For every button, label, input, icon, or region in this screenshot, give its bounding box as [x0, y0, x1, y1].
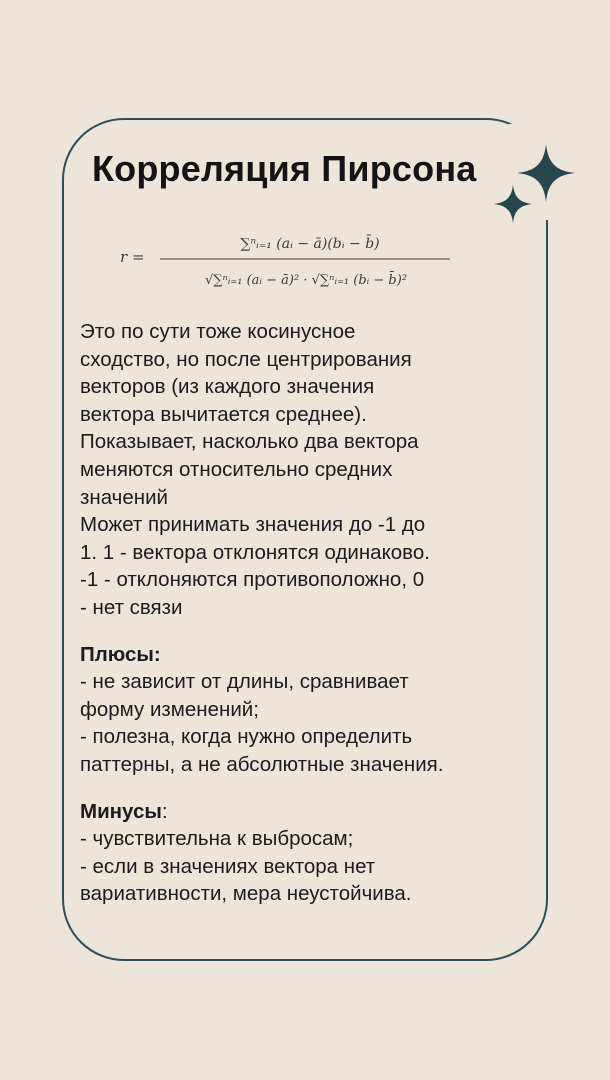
- formula-lhs: r =: [120, 248, 145, 266]
- sparkle-star-icon: [493, 184, 533, 224]
- description-line: значений: [80, 485, 168, 509]
- description-line: - нет связи: [80, 595, 183, 619]
- description-line: векторов (из каждого значения: [80, 375, 375, 399]
- page-title: Корреляция Пирсона: [92, 148, 477, 189]
- description-line: меняются относительно средних: [80, 457, 393, 481]
- formula-denominator: √∑ⁿᵢ₌₁ (aᵢ − ā)² · √∑ⁿᵢ₌₁ (bᵢ − b̄)²: [204, 273, 408, 288]
- description-line: Показывает, насколько два вектора: [80, 430, 419, 454]
- pros-heading: Плюсы:: [80, 642, 161, 666]
- cons-line: - если в значениях вектора нет: [80, 854, 376, 878]
- description-line: Это по сути тоже косинусное: [80, 320, 356, 343]
- pros-line: - не зависит от длины, сравнивает: [80, 670, 409, 694]
- description-line: Может принимать значения до -1 до: [80, 513, 426, 537]
- cons-heading: Минусы: [80, 799, 162, 823]
- pros-line: - полезна, когда нужно определить: [80, 725, 413, 749]
- formula-numerator: ∑ⁿᵢ₌₁ (aᵢ − ā)(bᵢ − b̄): [240, 236, 380, 252]
- content-text: [80, 318, 530, 908]
- cons-heading-row: [80, 798, 530, 826]
- cons-line: - чувствительна к выбросам;: [80, 827, 354, 851]
- pros-line: паттерны, а не абсолютные значения.: [80, 752, 444, 776]
- description-line: вектора вычитается среднее).: [80, 402, 367, 426]
- description-line: 1. 1 - вектора отклонятся одинаково.: [80, 540, 430, 564]
- description-line: -1 - отклоняются противоположно, 0: [80, 568, 425, 592]
- pearson-formula: [118, 226, 458, 302]
- cons-heading-colon: :: [161, 799, 168, 823]
- cons-line: вариативности, мера неустойчива.: [80, 882, 412, 906]
- pros-line: форму изменений;: [80, 697, 259, 721]
- description-line: сходство, но после центрирования: [80, 347, 412, 371]
